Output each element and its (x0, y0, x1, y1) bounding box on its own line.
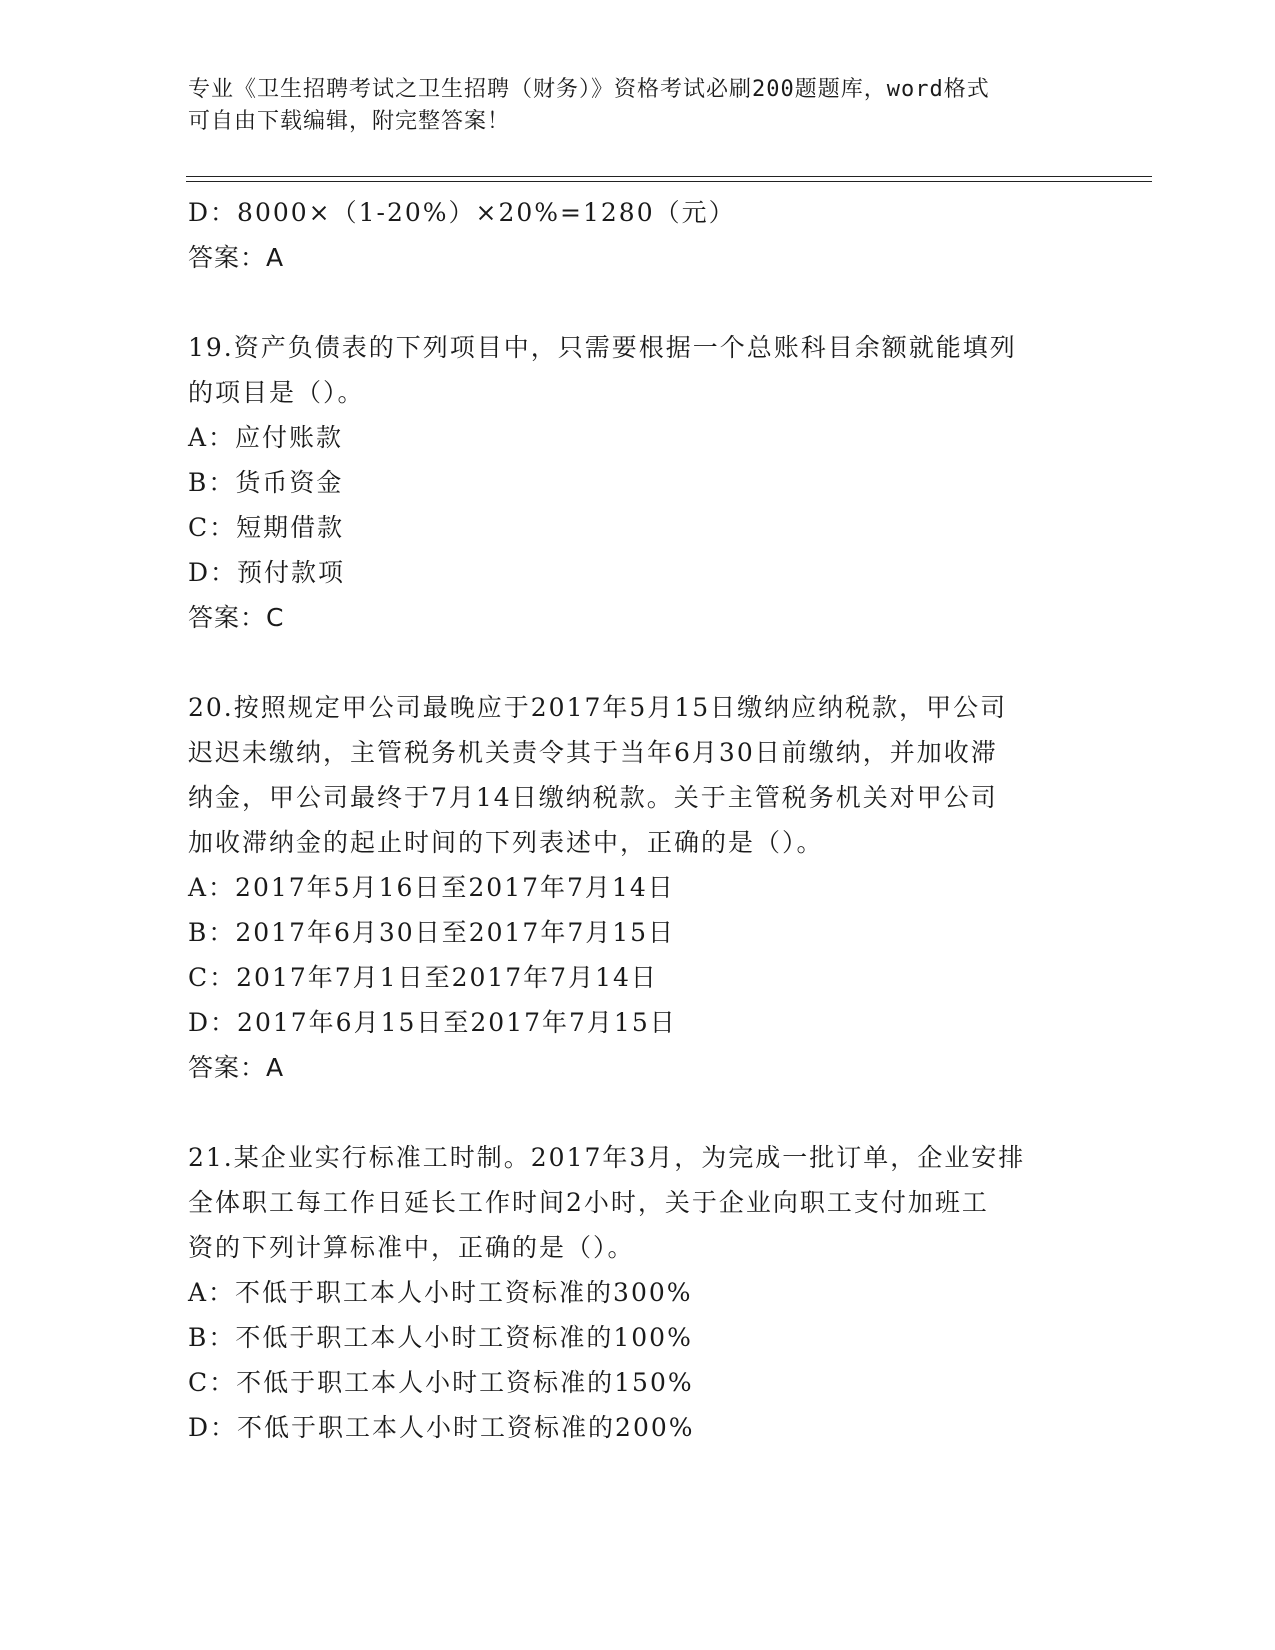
answer-line: 答案：A (188, 243, 285, 272)
option-a: A：2017年5月16日至2017年7月14日 (188, 873, 675, 902)
option-b: B：不低于职工本人小时工资标准的100% (188, 1323, 693, 1352)
spacer (188, 1090, 1088, 1135)
question-stem-line: 纳金，甲公司最终于7月14日缴纳税款。关于主管税务机关对甲公司 (188, 783, 998, 812)
option-a: A：应付账款 (188, 423, 344, 452)
question-21 (188, 1135, 1088, 1450)
question-stem-line: 加收滞纳金的起止时间的下列表述中，正确的是（）。 (188, 828, 824, 857)
question-stem-line: 20.按照规定甲公司最晚应于2017年5月15日缴纳应纳税款，甲公司 (188, 693, 1008, 722)
document-body (188, 190, 1088, 1450)
header-rule-bottom (186, 181, 1152, 182)
header-rule-top (186, 176, 1152, 177)
option-d: D：8000×（1-20%）×20%=1280（元） (188, 198, 736, 227)
document-header (188, 74, 1088, 138)
question-20 (188, 685, 1088, 1090)
spacer (188, 280, 1088, 325)
option-d: D：2017年6月15日至2017年7月15日 (188, 1008, 677, 1037)
question-stem-line: 19.资产负债表的下列项目中，只需要根据一个总账科目余额就能填列 (188, 333, 1017, 362)
question-stem-line: 的项目是（）。 (188, 378, 365, 407)
option-b: B：货币资金 (188, 468, 344, 497)
option-c: C：2017年7月1日至2017年7月14日 (188, 963, 658, 992)
question-19 (188, 325, 1088, 640)
option-d: D：预付款项 (188, 558, 346, 587)
question-stem-line: 全体职工每工作日延长工作时间2小时，关于企业向职工支付加班工 (188, 1188, 989, 1217)
option-c: C：不低于职工本人小时工资标准的150% (188, 1368, 694, 1397)
option-b: B：2017年6月30日至2017年7月15日 (188, 918, 676, 947)
answer-line: 答案：C (188, 603, 285, 632)
header-line-2: 可自由下载编辑，附完整答案！ (188, 109, 511, 134)
question-stem-line: 迟迟未缴纳，主管税务机关责令其于当年6月30日前缴纳，并加收滞 (188, 738, 998, 767)
option-c: C：短期借款 (188, 513, 345, 542)
question-18-tail (188, 190, 1088, 280)
question-stem-line: 21.某企业实行标准工时制。2017年3月，为完成一批订单，企业安排 (188, 1143, 1026, 1172)
header-line-1: 专业《卫生招聘考试之卫生招聘（财务）》资格考试必刷200题题库，word格式 (188, 77, 990, 102)
spacer (188, 640, 1088, 685)
question-stem-line: 资的下列计算标准中，正确的是（）。 (188, 1233, 635, 1262)
option-d: D：不低于职工本人小时工资标准的200% (188, 1413, 695, 1442)
answer-line: 答案：A (188, 1053, 285, 1082)
option-a: A：不低于职工本人小时工资标准的300% (188, 1278, 693, 1307)
